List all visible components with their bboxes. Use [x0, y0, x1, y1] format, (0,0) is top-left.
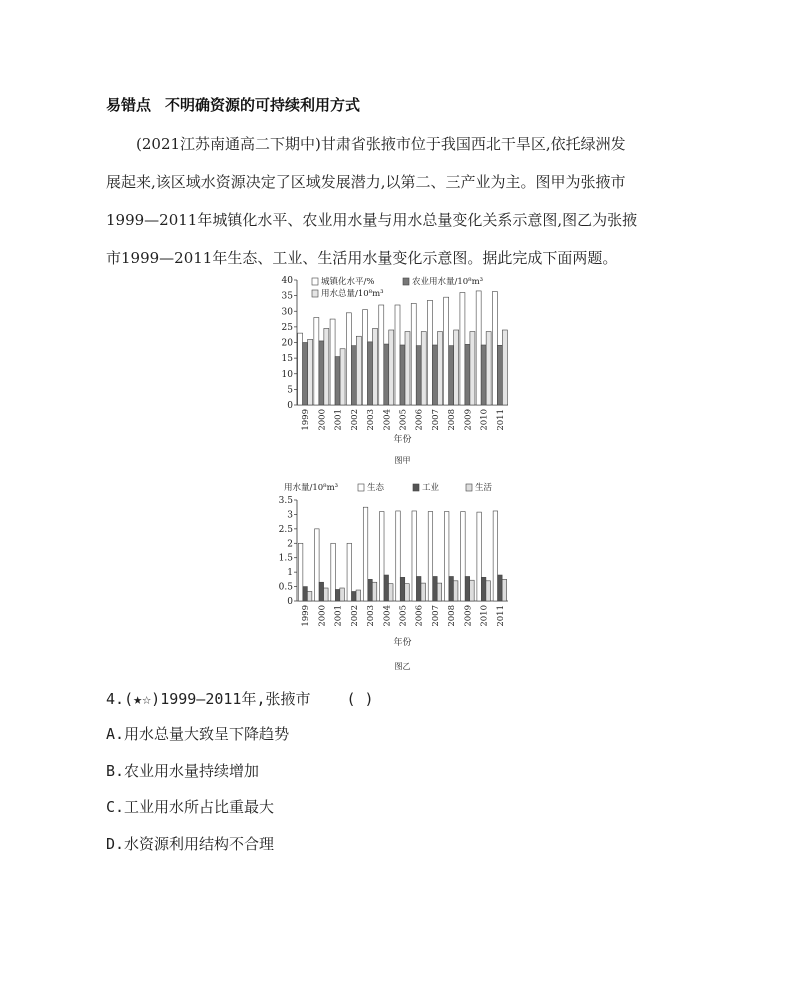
y-tick-label: 5 [287, 385, 293, 396]
question-stem [106, 688, 374, 709]
y-axis-title: 用水量/10⁸m³ [284, 483, 339, 493]
legend-swatch [312, 290, 318, 297]
bar-1 [330, 319, 335, 405]
bar-2 [400, 577, 405, 601]
bar-3 [502, 330, 507, 405]
bar-1 [428, 512, 433, 601]
bar-1 [444, 512, 449, 601]
bar-3 [340, 349, 345, 405]
y-tick-label: 0 [287, 597, 293, 607]
x-tick-label: 2010 [479, 409, 490, 431]
x-tick-label: 2007 [430, 605, 441, 627]
bar-1 [331, 543, 335, 601]
bar-3 [470, 332, 475, 405]
bar-1 [444, 297, 449, 405]
bar-1 [396, 511, 401, 601]
x-tick-label: 2000 [317, 409, 328, 431]
legend-label: 生态 [367, 483, 385, 493]
bar-1 [395, 305, 400, 405]
bar-3 [486, 581, 491, 601]
bar-3 [453, 581, 458, 601]
bar-2 [433, 576, 438, 601]
x-tick-label: 2002 [349, 605, 360, 627]
x-tick-label: 2004 [382, 605, 393, 627]
intro-line: 1999—2011年城镇化水平、农业用水量与用水总量变化关系示意图,图乙为张掖 [106, 211, 638, 229]
bar-2 [432, 345, 437, 405]
bar-3 [502, 579, 507, 601]
y-tick-label: 3 [287, 510, 293, 521]
question-number: 4. [106, 690, 125, 708]
bar-1 [298, 333, 303, 405]
bar-1 [460, 293, 465, 406]
legend-label: 农业用水量/10⁸m³ [412, 277, 484, 287]
answer-blank: ( ) [346, 690, 374, 708]
x-tick-label: 2003 [366, 409, 377, 431]
bar-3 [405, 584, 410, 601]
bar-3 [421, 332, 426, 405]
bar-2 [384, 575, 389, 601]
x-tick-label: 2006 [414, 409, 425, 431]
bar-2 [465, 576, 470, 601]
bar-1 [298, 543, 303, 601]
bar-3 [308, 339, 313, 405]
x-tick-label: 2009 [463, 409, 474, 431]
bar-3 [486, 332, 491, 405]
y-tick-label: 0 [287, 401, 293, 411]
bar-3 [470, 580, 475, 601]
bar-1 [380, 512, 385, 601]
legend-label: 工业 [422, 483, 440, 493]
intro-paragraph [106, 125, 696, 277]
x-tick-label: 1999 [301, 409, 312, 431]
y-tick-label: 25 [281, 322, 293, 333]
legend-label: 城镇化水平/% [321, 277, 375, 287]
intro-line: 市1999—2011年生态、工业、生活用水量变化示意图。据此完成下面两题。 [106, 249, 618, 267]
legend-swatch [358, 484, 364, 491]
x-tick-label: 1999 [301, 605, 312, 627]
bar-1 [315, 529, 320, 601]
question-text: 1999—2011年,张掖市 [160, 690, 311, 708]
x-tick-label: 2007 [430, 409, 441, 431]
bar-3 [405, 332, 410, 405]
x-tick-label: 2009 [463, 605, 474, 627]
bar-2 [319, 341, 324, 405]
legend-swatch [413, 484, 419, 491]
bar-1 [461, 512, 466, 601]
chart-yi-svg [270, 478, 520, 673]
bar-3 [324, 328, 329, 405]
x-tick-label: 2004 [382, 409, 393, 431]
heading-topic: 不明确资源的可持续利用方式 [165, 96, 361, 114]
bar-2 [303, 587, 308, 601]
x-tick-label: 2008 [447, 605, 458, 627]
y-tick-label: 1.5 [278, 553, 293, 564]
bar-1 [477, 512, 482, 601]
x-tick-label: 2003 [366, 605, 377, 627]
chart-caption: 图乙 [394, 662, 411, 671]
bar-2 [335, 357, 340, 405]
option-c: C.工业用水所占比重最大 [106, 798, 275, 816]
y-tick-label: 15 [281, 354, 293, 365]
y-tick-label: 1 [287, 568, 293, 579]
bar-1 [412, 511, 417, 601]
bar-3 [437, 332, 442, 405]
legend-swatch [403, 278, 409, 285]
bar-3 [307, 591, 312, 601]
bar-1 [492, 292, 497, 405]
bar-1 [411, 303, 416, 405]
x-tick-label: 2008 [447, 409, 458, 431]
chart-jia-svg [270, 270, 520, 470]
bar-2 [481, 345, 486, 405]
y-tick-label: 10 [281, 369, 293, 380]
x-tick-label: 2010 [479, 605, 490, 627]
x-tick-label: 2011 [495, 605, 506, 627]
option-d: D.水资源利用结构不合理 [106, 835, 275, 853]
legend-swatch [312, 278, 318, 285]
bar-2 [335, 589, 340, 601]
legend-label: 用水总量/10⁸m³ [321, 289, 384, 299]
x-tick-label: 2006 [414, 605, 425, 627]
bar-2 [368, 579, 373, 601]
bar-1 [427, 300, 432, 405]
bar-3 [324, 588, 329, 601]
bar-2 [416, 346, 421, 405]
bar-1 [363, 507, 368, 601]
bar-2 [319, 582, 324, 601]
x-tick-label: 2005 [398, 409, 409, 431]
chart-caption: 图甲 [394, 456, 411, 465]
legend-label: 生活 [475, 483, 493, 493]
heading-tag: 易错点 [106, 96, 152, 114]
bar-2 [400, 345, 405, 405]
y-tick-label: 3.5 [278, 496, 293, 506]
intro-line: 展起来,该区域水资源决定了区域发展潜力,以第二、三产业为主。图甲为张掖市 [106, 173, 626, 191]
bar-3 [356, 590, 361, 601]
y-tick-label: 0.5 [278, 582, 293, 593]
bar-1 [347, 543, 352, 601]
x-tick-label: 2001 [333, 605, 344, 627]
x-tick-label: 2000 [317, 605, 328, 627]
bar-2 [465, 344, 470, 405]
x-tick-label: 2002 [349, 409, 360, 431]
section-heading [106, 94, 360, 115]
bar-3 [356, 336, 361, 405]
y-tick-label: 20 [281, 338, 293, 349]
bar-2 [384, 344, 389, 405]
x-axis-title: 年份 [393, 435, 412, 445]
bar-3 [389, 330, 394, 405]
bar-1 [314, 318, 319, 406]
bar-2 [416, 576, 421, 601]
y-tick-label: 30 [281, 307, 293, 318]
bar-1 [493, 511, 498, 601]
y-tick-label: 2.5 [278, 524, 293, 535]
bar-3 [437, 583, 442, 601]
difficulty-stars: (★☆) [124, 690, 161, 708]
legend-swatch [466, 484, 472, 491]
bar-3 [454, 330, 459, 405]
bar-2 [497, 345, 502, 405]
bar-3 [373, 328, 378, 405]
bar-3 [389, 584, 394, 601]
bar-3 [421, 583, 426, 601]
intro-line: (2021江苏南通高二下期中)甘肃省张掖市位于我国西北干旱区,依托绿洲发 [136, 135, 626, 153]
bar-1 [346, 313, 351, 405]
bar-2 [449, 346, 454, 405]
x-tick-label: 2011 [495, 409, 506, 431]
y-tick-label: 2 [287, 539, 293, 550]
bar-2 [352, 591, 357, 601]
chart-yi [270, 478, 520, 673]
bar-2 [498, 575, 503, 601]
bar-3 [340, 588, 345, 601]
bar-3 [372, 582, 377, 601]
bar-2 [351, 346, 356, 405]
option-a: A.用水总量大致呈下降趋势 [106, 725, 290, 743]
y-tick-label: 40 [281, 276, 293, 286]
bar-2 [449, 576, 454, 601]
option-b: B.农业用水量持续增加 [106, 762, 260, 780]
bar-2 [481, 577, 486, 601]
y-tick-label: 35 [281, 291, 293, 302]
x-axis-title: 年份 [393, 638, 412, 648]
bar-1 [363, 310, 368, 405]
chart-jia [270, 270, 520, 470]
x-tick-label: 2001 [333, 409, 344, 431]
bar-1 [379, 305, 384, 405]
bar-1 [476, 291, 481, 405]
bar-2 [303, 343, 308, 406]
bar-2 [368, 342, 373, 405]
x-tick-label: 2005 [398, 605, 409, 627]
